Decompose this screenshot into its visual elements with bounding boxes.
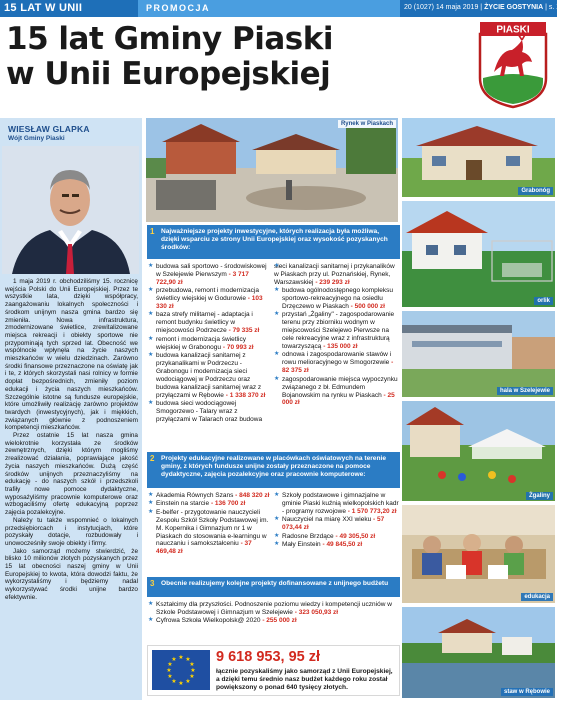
svg-text:★: ★	[189, 673, 195, 680]
list-item	[148, 492, 270, 500]
item-amount: - 37 469,48 zł	[156, 540, 252, 556]
item-amount: - 323 050,93 zł	[294, 608, 339, 616]
item-text: Akademia Równych Szans	[156, 492, 234, 499]
item-text: Radosne Brzdące	[282, 532, 334, 540]
paper-name: ŻYCIE GOSTYNIA	[484, 4, 544, 11]
item-amount: - 82 375 zł	[282, 359, 394, 375]
svg-text:★: ★	[190, 667, 196, 674]
photo-caption: Rynek w Piaskach	[338, 120, 396, 128]
list-item	[148, 263, 270, 287]
item-text: przebudowa, remont i modernizacja świetlicy wiejskiej w Godurowie	[156, 287, 259, 303]
item-text: remont i modernizacja świetlicy wiejskiej w Grabonogu	[156, 335, 246, 351]
photo-caption: hala w Szelejewie	[497, 387, 553, 395]
item-amount: - 848 320 zł	[235, 492, 270, 499]
photo-grabonog	[402, 118, 555, 197]
item-amount: - 135 000 zł	[323, 343, 358, 351]
issue-date: 20 (1027) 14 maja 2019	[404, 4, 479, 11]
promo-title: PROMOCJA	[146, 3, 211, 13]
photo-caption: orlik	[534, 297, 553, 305]
svg-text:★: ★	[189, 661, 195, 668]
list-item	[274, 287, 400, 311]
photo-caption: Grabonóg	[518, 187, 553, 195]
item-text: Mały Einstein	[282, 540, 321, 548]
list-item	[274, 492, 400, 516]
svg-text:★: ★	[171, 678, 177, 685]
section-header-education	[147, 452, 400, 488]
article-paragraph: Przez ostatnie 15 lat nasza gmina wielokrotnie korzystała ze środków zewnętrznych, dzięki którym mogliśmy zrealizować działania, poprawiające jakość życia naszych mieszkańców. Dużą część środków unijnych przeznaczyliśmy na edukację - do naszych szkół i przedszkoli trafiły nowe pomoce dydaktyczne, wyposażyliśmy pracownie komputerowe oraz wzbogaciliśmy ofertę edukacyjną poprzez zajęcia pozalekcyjne.	[5, 432, 138, 517]
item-text: sieci kanalizacji sanitarnej i przykanalików w Piaskach przy ul. Poznańskiej, Rynek, Warszawskiej	[274, 263, 395, 286]
section-title: Obecnie realizujemy kolejne projekty dofinansowane z unijnego budżetu	[161, 580, 389, 587]
item-text: Nauczyciel na miarę XXI wieku	[282, 516, 372, 524]
article-paragraph: 1 maja 2019 r. obchodziliśmy 15. rocznicę wejścia Polski do Unii Europejskiej. Przez te wszystkie lata, dzięki współpracy, zaangażowaniu lokalnych społeczności i środkom unijnym nasza gmina bardzo się zmieniła. Nowa infrastruktura, zmodernizowane świetlice, zrewitalizowane miejsca rekreacji i obiekty sportowe nie przypominają tych sprzed lat. Obecność we wspólnocie wpłynęła na życie naszych mieszkańców w wielu dziedzinach. Zarówno środki finansowe przeznaczone na oświatę jak i te, z których skorzystali nasi rolnicy w formie dopłat bezpośrednich, zmieniły poziom edukacji i życia naszych mieszkańców. Szczególnie istotne są fundusze europejskie, które umożliwiły realizację zarówno projektów twardych (inwestycyjnych), jak i miękkich, związanych głównie z podnoszeniem kompetencji mieszkańców.	[5, 278, 138, 432]
list-item	[274, 376, 400, 408]
item-amount: - 136 700 zł	[210, 500, 246, 508]
item-amount: - 49 845,50 zł	[322, 540, 363, 548]
photo-edukacja	[402, 505, 555, 603]
item-text: baza strefy militarnej - adaptacja i remont budynku świetlicy w miejscowości Podrzecze	[156, 311, 253, 335]
photo-staw	[402, 607, 555, 698]
masthead-bar	[0, 0, 561, 17]
education-list-right	[274, 492, 400, 549]
crest-label: PIASKI	[496, 24, 530, 36]
photo-orlik	[402, 201, 555, 307]
list-item	[148, 336, 270, 352]
list-item	[148, 617, 400, 625]
item-amount: - 49 305,50 zł	[335, 532, 376, 540]
list-item	[148, 601, 400, 617]
page-number: s. X	[548, 4, 561, 11]
list-item-continued	[274, 263, 400, 287]
item-text: odnowa i zagospodarowanie stawów i rowu melioracyjnego w Smogorzewie	[282, 351, 392, 367]
item-text: Cyfrowa Szkoła Wielkopolsk@ 2020	[156, 617, 261, 625]
item-text: budowa sieci wodociągowej Smogorzewo - Talary wraz z przyłączami w Talarach oraz budowa	[156, 399, 263, 423]
svg-text:★: ★	[185, 678, 191, 685]
list-item	[274, 311, 400, 351]
section-number: 1	[150, 227, 155, 236]
svg-text:★: ★	[166, 667, 172, 674]
section-header-current	[147, 577, 400, 597]
section-number: 2	[150, 454, 155, 463]
page-title	[6, 22, 466, 92]
item-text: Kształcimy dla przyszłości. Podnoszenie poziomu wiedzy i kompetencji uczniów w Szkole Podstawowej i Gimnazjum w Szelejewie	[156, 601, 392, 616]
item-text: przystań „Żgaliny" - zagospodarowanie terenu przy zbiorniku wodnym w miejscowości Szelejewo Pierwsze na cele rekreacyjne wraz z infrastrukturą towarzyszącą	[282, 311, 395, 351]
section-header-investments	[147, 225, 400, 259]
author-name: WIESŁAW GLAPKA	[8, 124, 90, 134]
item-amount: - 1 570 773,20 zł	[347, 507, 397, 515]
list-item	[148, 352, 270, 399]
photo-caption: staw w Rębowie	[501, 688, 553, 696]
eu-flag-icon	[152, 650, 210, 690]
item-amount: - 500 000 zł	[350, 303, 385, 311]
list-item	[274, 541, 400, 549]
item-amount: - 79 335 zł	[228, 327, 260, 335]
item-text: budowa ogólnodostępnego kompleksu sportowo-rekreacyjnego na osiedlu Drzęczewo w Piaskach	[282, 287, 393, 311]
section-title: Najważniejsze projekty inwestycyjne, których realizacja była możliwa, dzięki wsparciu ze strony Unii Europejskiej oraz wysokość pozyskanych środków:	[161, 228, 388, 251]
section-title: 15 LAT W UNII	[4, 2, 83, 14]
investment-list-right	[274, 263, 400, 408]
issue-info	[400, 0, 561, 17]
article-body	[5, 278, 138, 602]
section-label	[0, 0, 138, 17]
item-amount: - 239 293 zł	[315, 278, 350, 286]
headline-line-1: 15 lat Gminy Piaski	[6, 21, 333, 57]
funding-summary	[147, 645, 400, 696]
svg-text:★: ★	[178, 680, 184, 687]
total-amount: 9 618 953, 95 zł	[216, 649, 320, 665]
list-item	[148, 500, 270, 508]
section-number: 3	[150, 579, 155, 588]
article-paragraph: Należy tu także wspomnieć o lokalnych przedsiębiorcach i instytucjach, które pozyskały dotacje, rozbudowały i unowocześniły swoje obiekty i firmy.	[5, 516, 138, 547]
author-portrait	[2, 146, 139, 274]
photo-caption: Żgaliny	[526, 492, 553, 500]
current-projects-list	[148, 601, 400, 626]
left-column	[0, 118, 142, 700]
item-amount: - 70 993 zł	[222, 343, 254, 351]
list-item	[148, 311, 270, 335]
list-item	[148, 509, 270, 556]
author-role: Wójt Gminy Piaski	[8, 135, 65, 142]
svg-text:★: ★	[167, 661, 173, 668]
photo-zgaliny	[402, 478, 555, 502]
item-text: budowa sali sportowo - środowiskowej w Szelejewie Pierwszym	[156, 263, 267, 278]
investment-list-left	[148, 263, 270, 424]
list-item	[274, 533, 400, 541]
item-text: E-belfer - przygotowanie nauczycieli Zespołu Szkół Szkoły Podstawowej im. M. Kopernika i Gimnazjum nr 1 w Piaskach do stosowania e-learningu w nauczaniu i samokształceniu	[156, 508, 269, 548]
item-text: budowa kanalizacji sanitarnej z przykanalikami w Podrzeczu - Grabonogu i modernizacja sieci wodociągowej w Podrzeczu oraz budowa kanalizacji sanitarnej wraz z przyłączami w Rębowie	[156, 351, 262, 399]
svg-text:★: ★	[178, 654, 184, 661]
promo-label	[138, 0, 400, 17]
item-text: Szkoły podstawowe i gimnazjalne w gminie Piaski kuźnią wielkopolskich kadr - programy rozwojowe	[282, 492, 399, 515]
photo-rynek	[146, 118, 398, 222]
item-amount: - 3 717 722,90 zł	[156, 270, 249, 286]
summary-text: łącznie pozyskaliśmy jako samorząd z Unii Europejskiej, a dzięki temu średnio nasz budżet każdego roku został powiększony o ponad 640 tysięcy złotych.	[216, 668, 393, 691]
photo-hala	[402, 311, 555, 397]
svg-text:★: ★	[171, 656, 177, 663]
issue-line: 20 (1027) 14 maja 2019 | ŻYCIE GOSTYNIA | s. X	[404, 4, 561, 11]
headline-line-2: w Unii Europejskiej	[6, 56, 331, 92]
item-amount: - 1 338 370 zł	[225, 391, 266, 399]
item-amount: - 25 000 zł	[282, 391, 395, 407]
item-text: Einstein na starcie	[156, 500, 210, 508]
item-amount: - 103 330 zł	[156, 295, 263, 311]
list-item	[148, 287, 270, 311]
list-item	[274, 516, 400, 532]
section-title: Projekty edukacyjne realizowane w placówkach oświatowych na terenie gminy, z których fundusze unijne zostały przeznaczone na pomoce dydaktyczne, zajęcia pozalekcyjne oraz pracownie komputerowe:	[161, 455, 387, 478]
svg-text:★: ★	[185, 656, 191, 663]
item-amount: - 57 073,44 zł	[282, 516, 385, 532]
photo-caption: edukacja	[521, 593, 553, 601]
list-item	[274, 351, 400, 375]
education-list-left	[148, 492, 270, 557]
list-item	[148, 400, 270, 424]
article-paragraph: Jako samorząd możemy stwierdzić, że blisko 10 milionów złotych pozyskanych przez 15 lat obecności naszej gminy w Unii Europejskiej to kwota, która dowodzi faktu, że wykorzystaliśmy i będziemy nadal wykorzystywać środki unijne bardzo efektywnie.	[5, 547, 138, 601]
item-text: zagospodarowanie miejsca wypoczynku związanego z bł. Edmundem Bojanowskim na rynku w Piaskach	[282, 375, 398, 399]
item-amount: - 255 000 zł	[262, 617, 297, 625]
svg-text:★: ★	[167, 673, 173, 680]
coat-of-arms	[478, 20, 548, 108]
